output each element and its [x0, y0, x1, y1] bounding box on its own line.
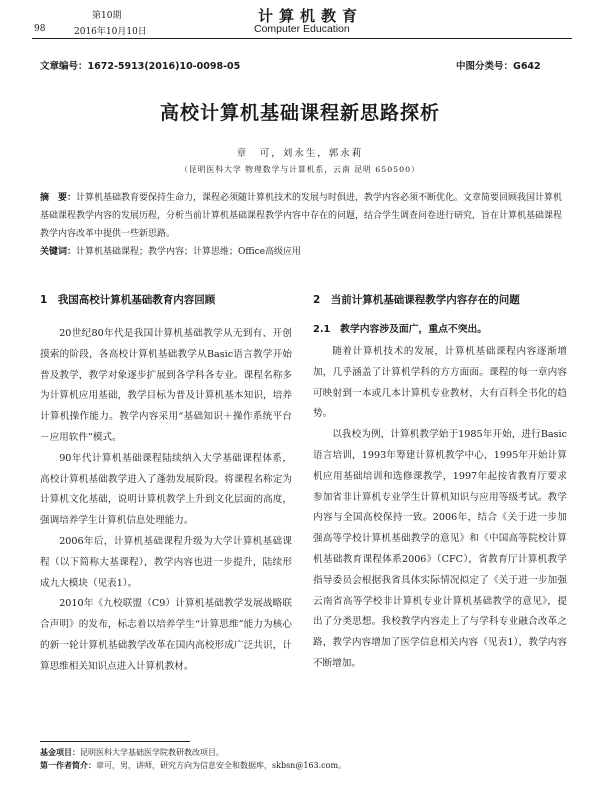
right-column: [313, 290, 567, 675]
fund-label: 基金项目：: [40, 748, 80, 757]
classification-number: [456, 58, 541, 72]
left-column: [40, 290, 292, 678]
journal-title-cn: 计算机教育: [258, 7, 364, 25]
article-number-value: 1672-5913(2016)10-0098-05: [87, 61, 241, 72]
header-rule: [32, 38, 572, 39]
issue-number: 第10期: [92, 11, 122, 21]
footnote-block: [40, 746, 570, 772]
classification-label: 中图分类号：: [456, 61, 514, 72]
first-author-label: 第一作者简介：: [40, 761, 96, 770]
keywords-text: 计算机基础课程；教学内容；计算思维；Office高级应用: [76, 247, 302, 257]
author-affiliation: （昆明医科大学 物理数学与计算机系，云南 昆明 650500）: [180, 165, 420, 174]
section-2-paragraph-1: 随着计算机技术的发展，计算机基础课程内容逐渐增加，几乎涵盖了计算机学科的方方面面。课程的每一章内容可映射到一本或几本计算机专业教材，大有百科全书化的趋势。: [313, 346, 567, 420]
classification-value: G642: [513, 61, 541, 72]
section-2-paragraph-2: 以我校为例，计算机教学始于1985年开始，进行Basic语言培训，1993年筹建计算机教学中心，1995年开始计算机应用基础培训和选修课教学，1997年起按省教育厅要求参加省非计算机专业学生计算机知识与应用等级考试。教学内容与全国高校保持一致。2006年，结合《关于进一步加强高等学校计算机基础教学的意见》和《中国高等院校计算机基础教育课程体系2006》（CFC），省教育厅计算机教学指导委员会根据我省具体实际情况拟定了《关于进一步加强云南省高等学校非计算机专业计算机基础教学的意见》，提出了分类思想。我校教学内容走上了与学科专业融合改革之路，教学内容增加了医学信息相关内容（见表1），教学内容不断增加。: [313, 429, 567, 669]
journal-title-en: Computer Education: [254, 23, 350, 35]
section-1-heading: 1 我国高校计算机基础教育内容回顾: [40, 294, 216, 306]
article-number: [40, 58, 240, 72]
publication-date: 2016年10月10日: [74, 27, 147, 37]
section-1-paragraph-4: 2010年《九校联盟（C9）计算机基础教学发展战略联合声明》的发布，标志着以培养学生“计算思维”能力为核心的新一轮计算机基础教学改革在国内高校形成广泛共识，计算思维相关知识点进入计算机教材。: [40, 598, 292, 672]
abstract-text: 计算机基础教育要保持生命力，课程必须随计算机技术的发展与时俱进，教学内容必须不断优化。文章简要回顾我国计算机基础课程教学内容的发展历程，分析当前计算机基础课程教学内容中存在的问题，结合学生调查问卷进行研究，旨在计算机基础课程教学内容改革中提供一些新思路。: [40, 193, 563, 239]
section-2-heading: 2 当前计算机基础课程教学内容存在的问题: [313, 294, 520, 306]
section-1-paragraph-2: 90年代计算机基础课程陆续纳入大学基础课程体系，高校计算机基础教学进入了蓬勃发展阶段。将课程名称定为计算机文化基础，说明计算机教学上升到文化层面的高度，强调培养学生计算机信息处理能力。: [40, 452, 292, 527]
section-1-paragraph-3: 2006年后，计算机基础课程升级为大学计算机基础课程（以下简称大基课程），教学内容也进一步提升，陆续形成九大模块（见表1）。: [40, 535, 292, 589]
subsection-2-1-heading: 2.1 教学内容涉及面广，重点不突出。: [313, 324, 488, 335]
page-number: 98: [34, 24, 46, 34]
article-number-label: 文章编号：: [40, 61, 88, 72]
footnote-rule: [40, 741, 190, 742]
paper-title: 高校计算机基础课程新思路探析: [159, 102, 440, 124]
first-author-text: 章可，男，讲师，研究方向为信息安全和数据库，skbsn@163.com。: [96, 761, 347, 770]
paper-authors: 章 可，刘永生，郭永莉: [236, 148, 364, 159]
section-1-paragraph-1: 20世纪80年代是我国计算机基础教学从无到有、开创摸索的阶段，各高校计算机基础教学从Basic语言教学开始普及教学，教学对象逐步扩展到各学科各专业。课程名称多为计算机应用基础，教学目标为普及计算机基本知识，培养计算机操作能力。教学内容采用“基础知识＋操作系统平台－应用软件”模式。: [40, 328, 292, 443]
fund-text: 昆明医科大学基础医学院教研教改项目。: [80, 748, 224, 757]
abstract-label: 摘 要：: [40, 193, 77, 203]
abstract-block: [40, 189, 565, 261]
keywords-label: 关键词：: [40, 247, 77, 257]
